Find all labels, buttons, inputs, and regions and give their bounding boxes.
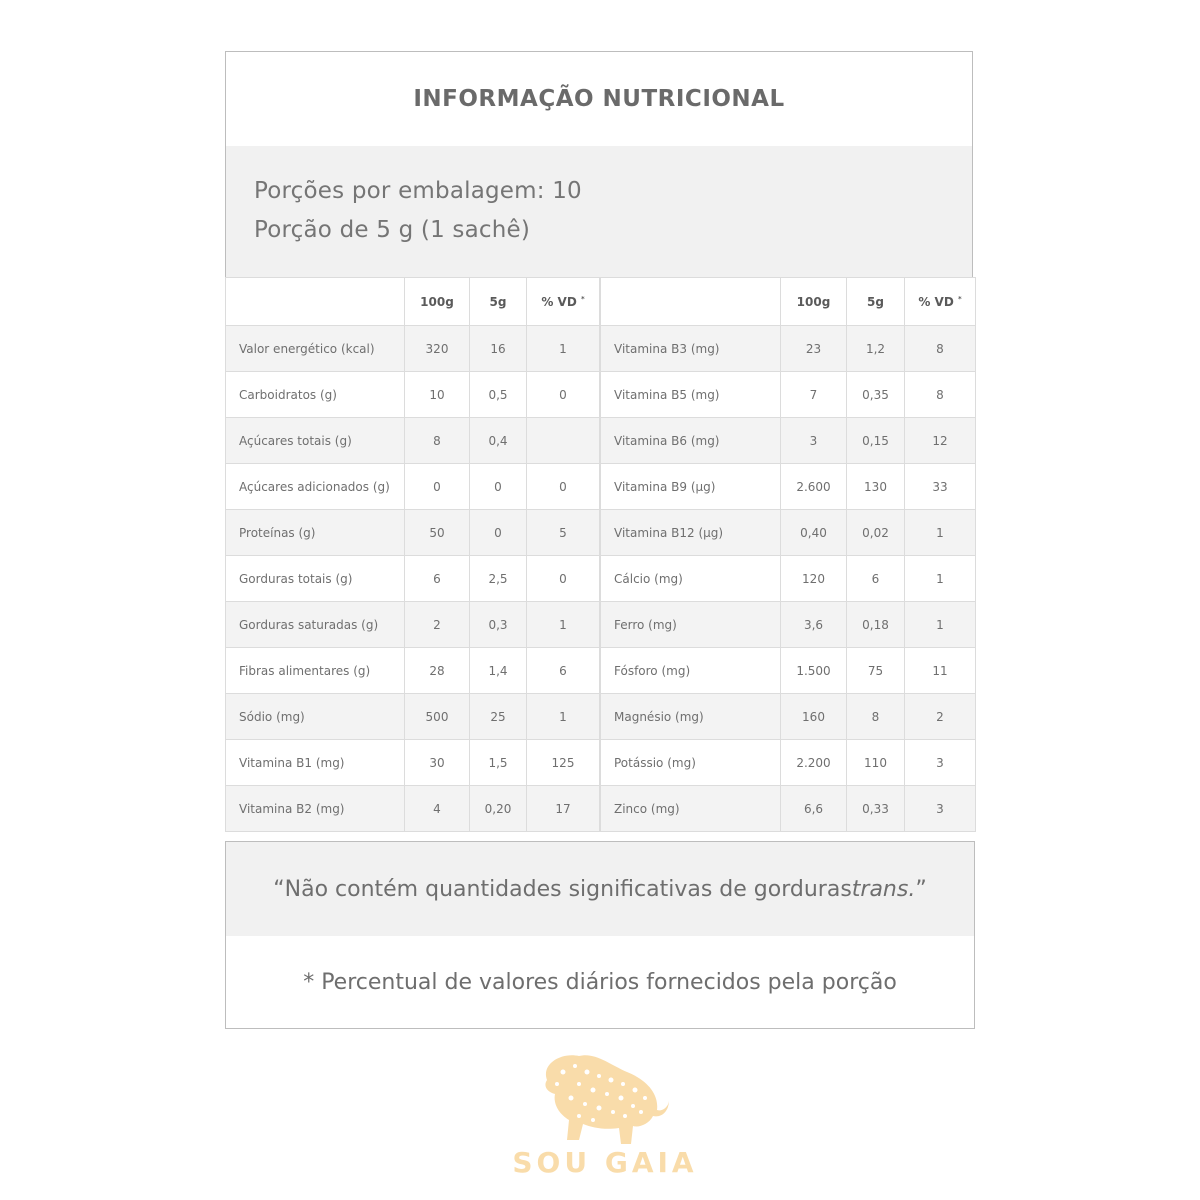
table-row — [226, 556, 600, 602]
value-100g: 500 — [405, 694, 470, 740]
nutrient-name: Vitamina B12 (µg) — [601, 510, 781, 556]
nutrient-name: Potássio (mg) — [601, 740, 781, 786]
table-row — [601, 694, 976, 740]
value-100g: 6 — [405, 556, 470, 602]
value-vd: 1 — [527, 326, 600, 372]
value-5g: 6 — [847, 556, 905, 602]
nutrient-name: Vitamina B6 (mg) — [601, 418, 781, 464]
nutrient-name: Sódio (mg) — [226, 694, 405, 740]
value-5g: 0,4 — [470, 418, 527, 464]
nutrient-name: Açúcares adicionados (g) — [226, 464, 405, 510]
value-5g: 0 — [470, 510, 527, 556]
value-5g: 8 — [847, 694, 905, 740]
table-row — [601, 602, 976, 648]
nutrient-name: Vitamina B9 (µg) — [601, 464, 781, 510]
nutrient-name: Gorduras saturadas (g) — [226, 602, 405, 648]
value-vd: 2 — [905, 694, 976, 740]
value-100g: 2 — [405, 602, 470, 648]
value-100g: 3 — [781, 418, 847, 464]
value-5g: 1,4 — [470, 648, 527, 694]
header-blank — [601, 278, 781, 326]
header-vd: % VD * — [905, 278, 976, 326]
nutrient-name: Vitamina B2 (mg) — [226, 786, 405, 832]
servings-per-package: Porções por embalagem: 10 — [254, 178, 582, 204]
table-row — [601, 418, 976, 464]
value-5g: 0,5 — [470, 372, 527, 418]
value-vd: 17 — [527, 786, 600, 832]
table-row — [601, 464, 976, 510]
nutrient-name: Proteínas (g) — [226, 510, 405, 556]
portion-size: Porção de 5 g (1 sachê) — [254, 217, 531, 243]
brand-logo-text: SOU GAIA — [512, 1146, 698, 1179]
value-100g: 0,40 — [781, 510, 847, 556]
value-vd: 1 — [905, 556, 976, 602]
value-vd: 1 — [905, 510, 976, 556]
value-vd: 125 — [527, 740, 600, 786]
value-5g: 25 — [470, 694, 527, 740]
trans-fat-note — [225, 841, 975, 937]
nutrient-name: Fibras alimentares (g) — [226, 648, 405, 694]
value-100g: 1.500 — [781, 648, 847, 694]
table-row — [601, 786, 976, 832]
value-vd: 8 — [905, 326, 976, 372]
value-vd: 0 — [527, 464, 600, 510]
header-100g: 100g — [781, 278, 847, 326]
value-100g: 4 — [405, 786, 470, 832]
table-row — [226, 740, 600, 786]
trans-note-word: trans. — [851, 876, 916, 902]
value-100g: 2.600 — [781, 464, 847, 510]
nutrient-name: Carboidratos (g) — [226, 372, 405, 418]
value-vd: 3 — [905, 786, 976, 832]
trans-note-prefix: “Não contém quantidades significativas de gorduras — [273, 876, 852, 902]
table-row — [226, 602, 600, 648]
value-5g: 0,3 — [470, 602, 527, 648]
jaguar-logo-icon — [535, 1050, 670, 1145]
value-vd — [527, 418, 600, 464]
value-5g: 16 — [470, 326, 527, 372]
table-row — [226, 648, 600, 694]
table-row — [226, 372, 600, 418]
nutrient-name: Valor energético (kcal) — [226, 326, 405, 372]
header-vd: % VD * — [527, 278, 600, 326]
nutrient-name: Vitamina B5 (mg) — [601, 372, 781, 418]
table-row — [226, 418, 600, 464]
value-100g: 2.200 — [781, 740, 847, 786]
table-row — [601, 510, 976, 556]
vd-note: * Percentual de valores diários fornecidos pela porção — [225, 936, 975, 1029]
value-vd: 1 — [527, 602, 600, 648]
value-100g: 160 — [781, 694, 847, 740]
value-100g: 0 — [405, 464, 470, 510]
table-row — [601, 326, 976, 372]
value-5g: 130 — [847, 464, 905, 510]
table-row — [601, 556, 976, 602]
nutrient-name: Vitamina B1 (mg) — [226, 740, 405, 786]
nutrient-name: Cálcio (mg) — [601, 556, 781, 602]
value-vd: 11 — [905, 648, 976, 694]
value-100g: 30 — [405, 740, 470, 786]
page-title: INFORMAÇÃO NUTRICIONAL — [413, 86, 785, 112]
value-vd: 5 — [527, 510, 600, 556]
value-5g: 110 — [847, 740, 905, 786]
value-vd: 0 — [527, 556, 600, 602]
header-5g: 5g — [470, 278, 527, 326]
table-row — [601, 648, 976, 694]
value-100g: 8 — [405, 418, 470, 464]
table-row — [226, 510, 600, 556]
nutrition-table-left — [225, 277, 600, 832]
header-blank — [226, 278, 405, 326]
table-row — [226, 464, 600, 510]
value-vd: 1 — [527, 694, 600, 740]
header-100g: 100g — [405, 278, 470, 326]
nutrient-name: Vitamina B3 (mg) — [601, 326, 781, 372]
nutrient-name: Ferro (mg) — [601, 602, 781, 648]
title-box — [225, 51, 973, 147]
value-vd: 3 — [905, 740, 976, 786]
value-5g: 0 — [470, 464, 527, 510]
nutrient-name: Açúcares totais (g) — [226, 418, 405, 464]
value-5g: 1,2 — [847, 326, 905, 372]
serving-info — [225, 146, 973, 277]
trans-note-suffix: ” — [915, 876, 927, 902]
value-5g: 0,15 — [847, 418, 905, 464]
value-100g: 7 — [781, 372, 847, 418]
value-5g: 1,5 — [470, 740, 527, 786]
value-5g: 0,18 — [847, 602, 905, 648]
value-100g: 28 — [405, 648, 470, 694]
value-100g: 6,6 — [781, 786, 847, 832]
header-5g: 5g — [847, 278, 905, 326]
value-vd: 1 — [905, 602, 976, 648]
nutrient-name: Fósforo (mg) — [601, 648, 781, 694]
value-5g: 0,33 — [847, 786, 905, 832]
value-100g: 23 — [781, 326, 847, 372]
value-100g: 10 — [405, 372, 470, 418]
table-row — [226, 786, 600, 832]
nutrient-name: Gorduras totais (g) — [226, 556, 405, 602]
value-vd: 12 — [905, 418, 976, 464]
value-vd: 8 — [905, 372, 976, 418]
value-vd: 33 — [905, 464, 976, 510]
value-100g: 120 — [781, 556, 847, 602]
value-5g: 0,20 — [470, 786, 527, 832]
value-5g: 0,02 — [847, 510, 905, 556]
value-100g: 50 — [405, 510, 470, 556]
value-100g: 320 — [405, 326, 470, 372]
value-5g: 2,5 — [470, 556, 527, 602]
table-row — [226, 694, 600, 740]
value-100g: 3,6 — [781, 602, 847, 648]
nutrition-table-right — [600, 277, 976, 832]
table-row — [226, 326, 600, 372]
value-5g: 75 — [847, 648, 905, 694]
value-5g: 0,35 — [847, 372, 905, 418]
nutrient-name: Magnésio (mg) — [601, 694, 781, 740]
value-vd: 0 — [527, 372, 600, 418]
table-row — [601, 372, 976, 418]
value-vd: 6 — [527, 648, 600, 694]
nutrient-name: Zinco (mg) — [601, 786, 781, 832]
table-row — [601, 740, 976, 786]
